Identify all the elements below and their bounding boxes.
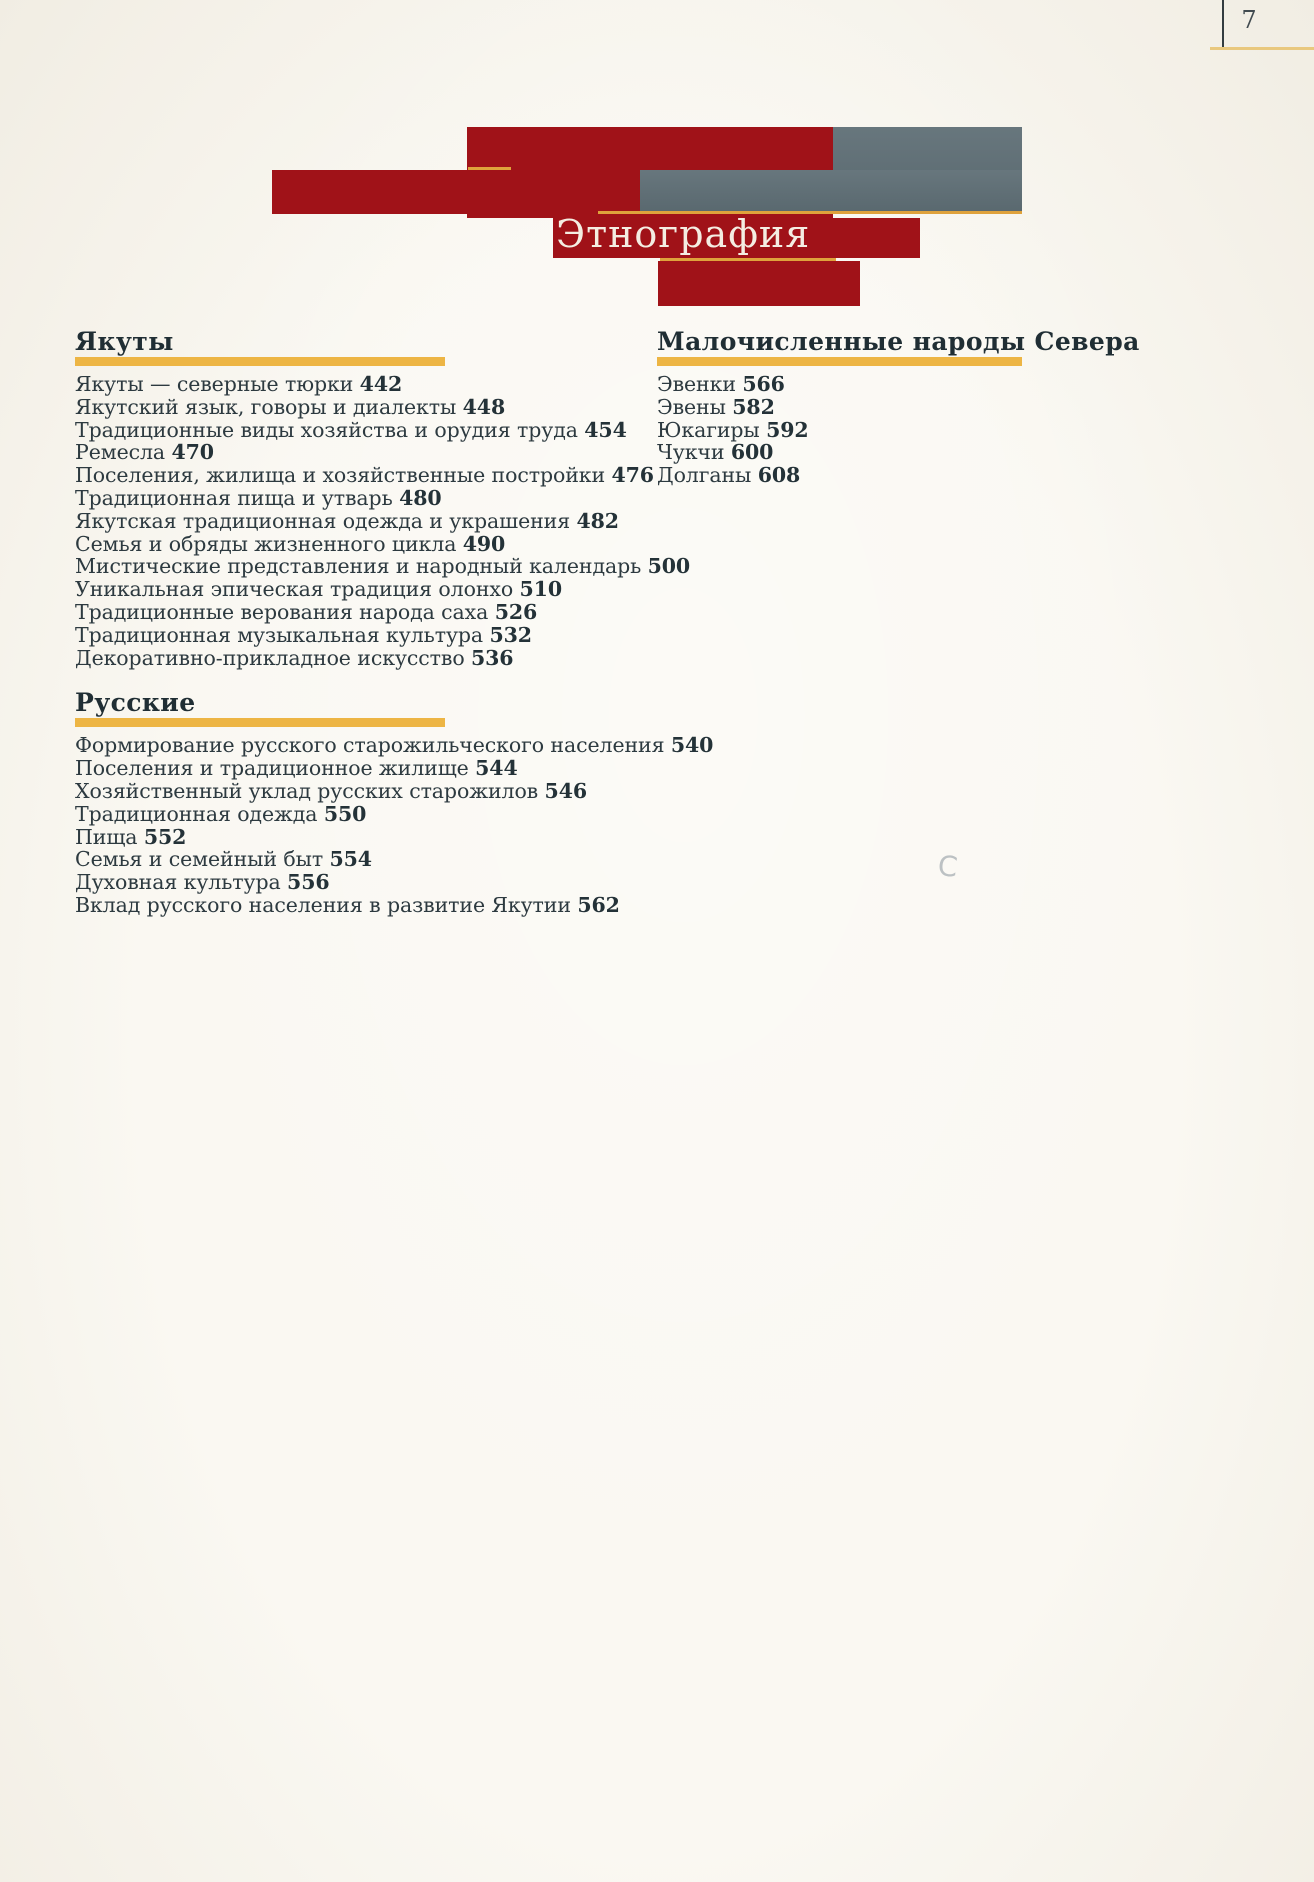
toc-item-page: 540 <box>670 733 714 758</box>
toc-section <box>75 327 691 670</box>
toc-item: Поселения, жилища и хозяйственные постройки 476 <box>75 463 654 488</box>
toc-item: Семья и обряды жизненного цикла 490 <box>75 531 506 556</box>
toc-item-page: 482 <box>576 508 619 533</box>
toc-item: Традиционные верования народа саха 526 <box>75 599 538 624</box>
toc-column-right <box>657 327 1237 487</box>
toc-list <box>75 372 691 670</box>
toc-item-page: 582 <box>732 394 775 419</box>
section-accent-bar <box>75 357 445 366</box>
toc-item-page: 448 <box>462 394 506 419</box>
page-number: 7 <box>1241 6 1257 34</box>
toc-item: Традиционная одежда 550 <box>75 801 367 826</box>
toc-item-page: 476 <box>611 463 654 488</box>
folio-gold-underline <box>1210 47 1314 50</box>
toc-column-left <box>75 327 714 917</box>
chapter-title: Этнография <box>556 212 811 256</box>
toc-item: Уникальная эпическая традиция олонхо 510 <box>75 577 563 602</box>
toc-item-page: 454 <box>584 417 627 442</box>
print-artifact-mark: C <box>936 849 960 884</box>
toc-item: Семья и семейный быт 554 <box>75 847 372 872</box>
toc-item: Ремесла 470 <box>75 440 214 465</box>
section-heading: Малочисленные народы Севера <box>657 327 1140 356</box>
toc-item: Хозяйственный уклад русских старожилов 546 <box>75 778 588 803</box>
banner-red-bar-bottom <box>658 261 860 306</box>
toc-item: Мистические представления и народный календарь 500 <box>75 554 691 579</box>
section-accent-bar <box>657 357 1022 366</box>
section-heading: Якуты <box>75 327 174 356</box>
toc-item: Поселения и традиционное жилище 544 <box>75 756 518 781</box>
toc-item-page: 536 <box>470 645 514 670</box>
folio-vertical-rule <box>1222 0 1224 48</box>
toc-item: Чукчи 600 <box>657 440 774 465</box>
toc-item-page: 562 <box>577 892 620 917</box>
toc-item: Духовная культура 556 <box>75 870 330 895</box>
toc-item-page: 600 <box>730 440 774 465</box>
toc-item: Пища 552 <box>75 824 187 849</box>
toc-item-page: 470 <box>171 440 214 465</box>
toc-item: Вклад русского населения в развитие Якутии 562 <box>75 892 620 917</box>
toc-section <box>75 688 714 917</box>
section-heading: Русские <box>75 688 196 718</box>
toc-item-page: 544 <box>475 756 518 781</box>
toc-item: Формирование русского старожильческого населения 540 <box>75 733 714 758</box>
toc-item: Традиционные виды хозяйства и орудия труда 454 <box>75 417 627 442</box>
toc-item-page: 490 <box>462 531 506 556</box>
toc-item-page: 480 <box>399 485 442 510</box>
toc-item: Традиционная пища и утварь 480 <box>75 485 442 510</box>
toc-item-page: 526 <box>494 599 538 624</box>
toc-list <box>657 373 1237 487</box>
toc-item-page: 510 <box>519 577 563 602</box>
toc-section <box>657 327 1237 487</box>
banner-red-bar-left <box>272 170 510 214</box>
toc-item-page: 442 <box>359 372 403 396</box>
banner-gray-block-lower <box>640 170 1022 212</box>
toc-item-page: 550 <box>323 801 367 826</box>
toc-item-page: 552 <box>143 824 187 849</box>
toc-item-page: 592 <box>766 417 809 442</box>
toc-item-page: 554 <box>329 847 372 872</box>
toc-item: Якутская традиционная одежда и украшения 482 <box>75 508 619 533</box>
toc-item: Долганы 608 <box>657 463 801 488</box>
toc-item: Эвены 582 <box>657 394 775 419</box>
toc-item-page: 546 <box>544 778 588 803</box>
toc-item: Якутский язык, говоры и диалекты 448 <box>75 394 506 419</box>
toc-list <box>75 733 714 917</box>
toc-item: Традиционная музыкальная культура 532 <box>75 622 532 647</box>
toc-item: Эвенки 566 <box>657 372 785 396</box>
toc-item-page: 532 <box>489 622 532 647</box>
toc-item-page: 566 <box>742 372 785 396</box>
toc-item: Якуты — северные тюрки 442 <box>75 372 403 396</box>
toc-item-page: 556 <box>287 870 330 895</box>
toc-item: Декоративно-прикладное искусство 536 <box>75 645 514 670</box>
section-accent-bar <box>75 718 445 727</box>
toc-item-page: 500 <box>647 554 691 579</box>
toc-item: Юкагиры 592 <box>657 417 809 442</box>
toc-item-page: 608 <box>757 463 801 488</box>
banner-gold-segment <box>468 167 511 170</box>
